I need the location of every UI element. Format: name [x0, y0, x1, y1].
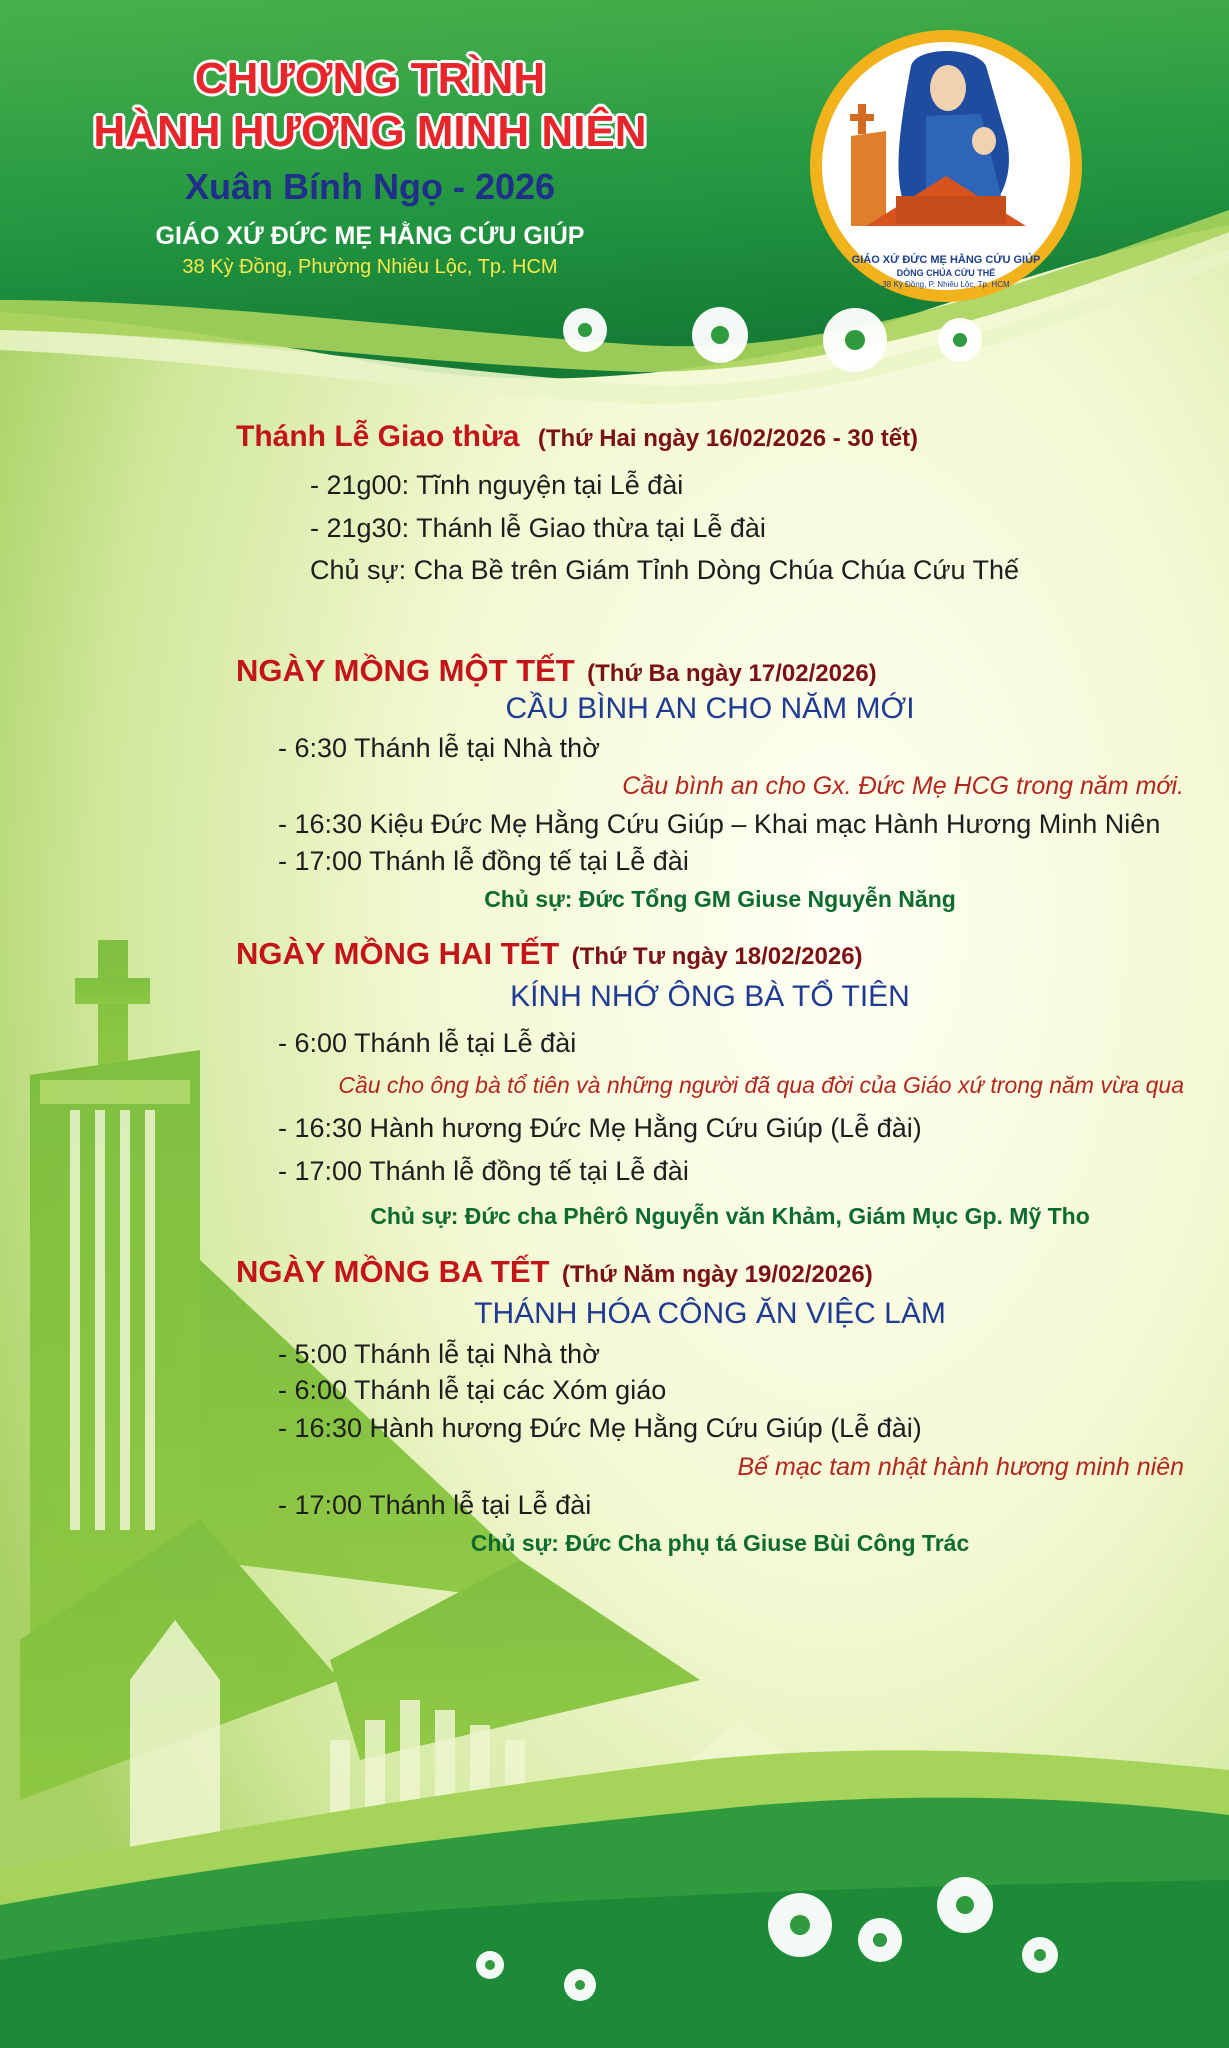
section-day3-title: NGÀY MỒNG BA TẾT — [236, 1254, 550, 1289]
day3-note-1: Bế mạc tam nhật hành hương minh niên — [737, 1453, 1184, 1481]
day1-theme: CẦU BÌNH AN CHO NĂM MỚI — [505, 692, 915, 725]
day3-item-2: - 6:00 Thánh lễ tại các Xóm giáo — [278, 1375, 667, 1405]
section-eve — [236, 420, 918, 454]
section-eve-date: (Thứ Hai ngày 16/02/2026 - 30 tết) — [537, 425, 919, 452]
day1-item-2: - 16:30 Kiệu Đức Mẹ Hằng Cứu Giúp – Khai mạc Hành Hương Minh Niên — [278, 809, 1161, 839]
title-line-2: HÀNH HƯƠNG MINH NIÊN — [93, 107, 647, 156]
day2-item-1: - 6:00 Thánh lễ tại Lễ đài — [278, 1028, 577, 1058]
day2-item-2: - 16:30 Hành hương Đức Mẹ Hằng Cứu Giúp (Lễ đài) — [278, 1113, 922, 1143]
day1-presider: Chủ sự: Đức Tổng GM Giuse Nguyễn Năng — [484, 886, 956, 912]
eve-item-2: - 21g30: Thánh lễ Giao thừa tại Lễ đài — [310, 513, 766, 543]
section-day3-date: (Thứ Năm ngày 19/02/2026) — [561, 1261, 873, 1288]
logo-ring-address: 38 Kỳ Đồng, P. Nhiêu Lộc, Tp. HCM — [882, 280, 1010, 289]
section-day1-title: NGÀY MỒNG MỘT TẾT — [236, 653, 575, 688]
section-day1 — [236, 653, 877, 689]
parish-logo — [806, 26, 1086, 306]
section-day1-date: (Thứ Ba ngày 17/02/2026) — [587, 660, 877, 687]
section-day2-title: NGÀY MỒNG HAI TẾT — [236, 936, 560, 971]
parish-address: 38 Kỳ Đồng, Phường Nhiêu Lộc, Tp. HCM — [182, 256, 558, 278]
day2-presider: Chủ sự: Đức cha Phêrô Nguyễn văn Khảm, Giám Mục Gp. Mỹ Tho — [370, 1203, 1090, 1229]
title-line-1: CHƯƠNG TRÌNH — [194, 54, 546, 103]
section-day3 — [236, 1254, 873, 1290]
section-eve-title: Thánh Lễ Giao thừa — [236, 420, 520, 453]
eve-item-1: - 21g00: Tĩnh nguyện tại Lễ đài — [310, 470, 684, 500]
parish-name: GIÁO XỨ ĐỨC MẸ HẰNG CỨU GIÚP — [155, 222, 585, 250]
day2-item-3: - 17:00 Thánh lễ đồng tế tại Lễ đài — [278, 1156, 689, 1186]
logo-ring-text: GIÁO XỨ ĐỨC MẸ HẰNG CỨU GIÚP — [851, 254, 1041, 266]
day3-presider: Chủ sự: Đức Cha phụ tá Giuse Bùi Công Trác — [470, 1530, 970, 1556]
day1-item-1: - 6:30 Thánh lễ tại Nhà thờ — [278, 733, 600, 763]
day2-note-1: Cầu cho ông bà tổ tiên và những người đã qua đời của Giáo xứ trong năm vừa qua — [338, 1072, 1184, 1098]
section-day2-date: (Thứ Tư ngày 18/02/2026) — [571, 943, 863, 970]
day3-item-3: - 16:30 Hành hương Đức Mẹ Hằng Cứu Giúp (Lễ đài) — [278, 1413, 922, 1443]
section-day2 — [236, 936, 863, 972]
day3-theme: THÁNH HÓA CÔNG ĂN VIỆC LÀM — [474, 1297, 946, 1330]
eve-presider: Chủ sự: Cha Bề trên Giám Tỉnh Dòng Chúa Chúa Cứu Thế — [310, 555, 1020, 585]
logo-ring-sub: DÒNG CHÚA CỨU THẾ — [896, 268, 996, 278]
day2-theme: KÍNH NHỚ ÔNG BÀ TỔ TIÊN — [510, 980, 910, 1013]
day1-item-3: - 17:00 Thánh lễ đồng tế tại Lễ đài — [278, 846, 689, 876]
day1-note-1: Cầu bình an cho Gx. Đức Mẹ HCG trong năm mới. — [622, 772, 1184, 800]
day3-item-4: - 17:00 Thánh lễ tại Lễ đài — [278, 1490, 592, 1520]
subtitle: Xuân Bính Ngọ - 2026 — [184, 166, 556, 207]
day3-item-1: - 5:00 Thánh lễ tại Nhà thờ — [278, 1339, 600, 1369]
